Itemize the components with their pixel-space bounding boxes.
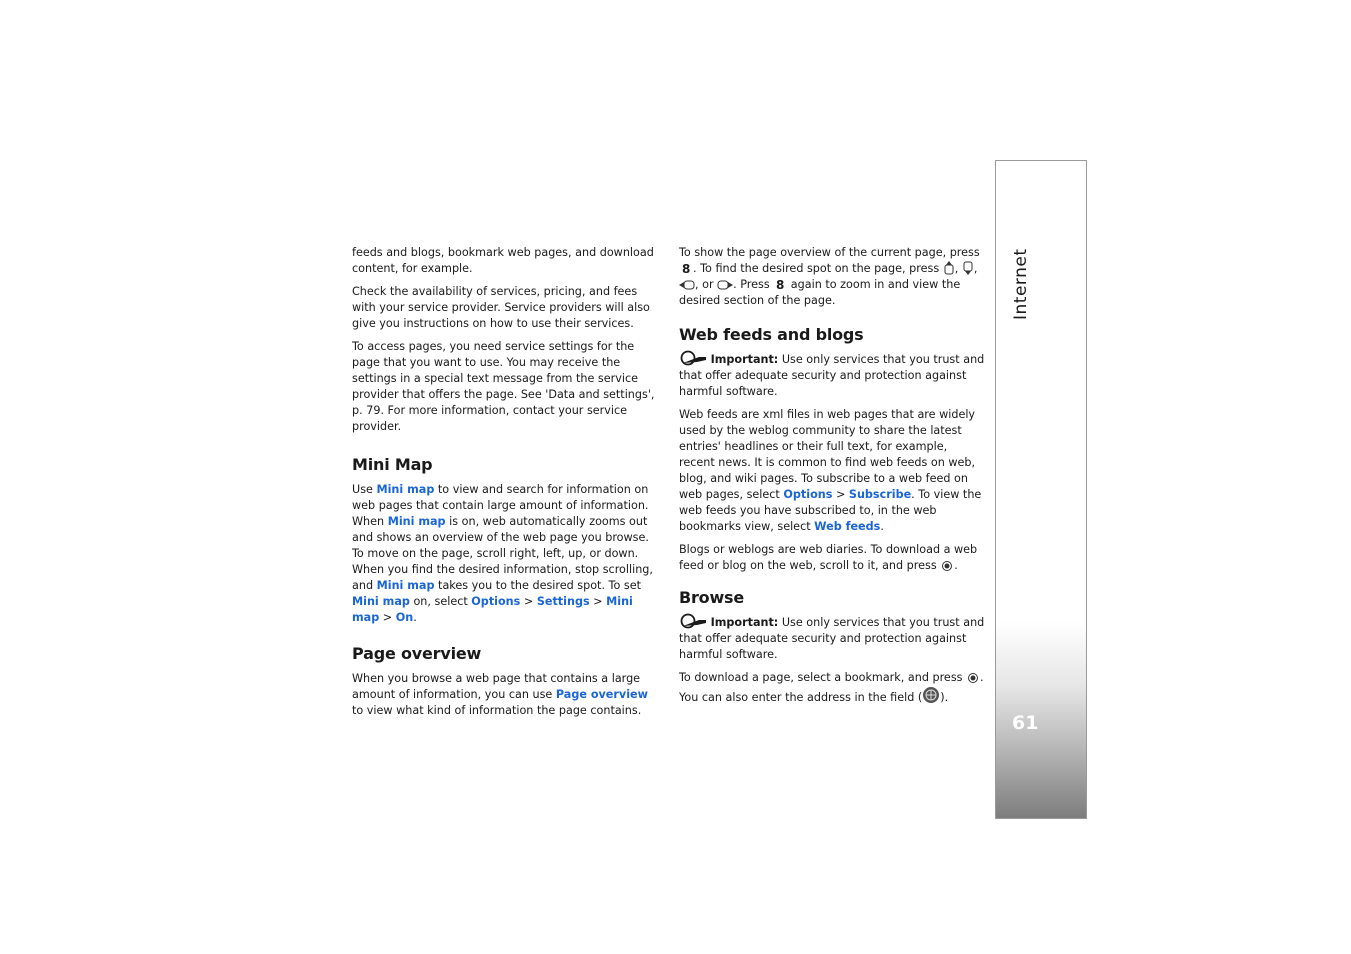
text: , — [954, 262, 962, 275]
text: When you browse a web page that contains a large amount of information, you can use — [352, 672, 641, 701]
page-overview-link[interactable]: Page overview — [555, 688, 648, 701]
browse-heading: Browse — [679, 588, 745, 607]
mini-map-heading: Mini Map — [352, 455, 433, 474]
page-number: 61 — [1012, 712, 1039, 734]
mini-map-link[interactable]: Mini map — [376, 579, 435, 592]
important-hand-icon — [679, 350, 707, 366]
address-field-icon — [922, 686, 940, 704]
text: to view what kind of information the page contains. — [352, 704, 642, 717]
intro-paragraph-1: feeds and blogs, bookmark web pages, and download content, for example. — [352, 246, 654, 275]
right-column — [679, 245, 985, 713]
mini-map-link[interactable]: Mini map — [352, 595, 410, 608]
page-overview-instructions — [679, 245, 985, 309]
text: . — [880, 520, 884, 533]
options-link[interactable]: Options — [783, 488, 833, 501]
text: Blogs or weblogs are web diaries. To download a web feed or blog on the web, scroll to it, and press — [679, 543, 978, 572]
mini-map-paragraph — [352, 482, 662, 626]
mini-map-link[interactable]: Mini map — [376, 483, 435, 496]
important-label: Important: — [710, 353, 779, 366]
text: To download a page, select a bookmark, and press — [679, 671, 967, 684]
subscribe-link[interactable]: Subscribe — [848, 488, 912, 501]
web-feeds-heading: Web feeds and blogs — [679, 325, 864, 344]
important-note-2 — [679, 613, 985, 663]
mini-map-link[interactable]: Mini map — [387, 515, 446, 528]
on-link[interactable]: On — [395, 611, 414, 624]
joystick-press-icon — [966, 670, 980, 684]
joystick-right-icon — [717, 279, 733, 291]
text: again to zoom in and view the desired section of the page. — [679, 278, 961, 307]
separator: > — [520, 595, 537, 608]
joystick-down-icon — [962, 261, 974, 275]
page-overview-heading: Page overview — [352, 644, 482, 663]
text: . To find the desired spot on the page, press — [693, 262, 943, 275]
text: to view and search for information on web pages that contain large amount of information. When — [352, 483, 649, 528]
left-column — [352, 245, 662, 726]
section-tab — [995, 160, 1087, 819]
web-feeds-link[interactable]: Web feeds — [814, 520, 881, 533]
text: takes you to the desired spot. To set — [434, 579, 641, 592]
intro-paragraph-2: Check the availability of services, pricing, and fees with your service provider. Service providers will also give you instructions on how to use their services. — [352, 285, 650, 330]
important-note-1 — [679, 350, 985, 400]
options-link[interactable]: Options — [471, 595, 521, 608]
web-feeds-paragraph — [679, 407, 985, 535]
joystick-up-icon — [943, 261, 955, 275]
intro-paragraph-3: To access pages, you need service settings for the page that you want to use. You may receive the settings in a special text message from the service provider that offers the page. See 'Data and settings', p. 79. For more information, contact your service provider. — [352, 340, 655, 433]
important-label: Important: — [710, 616, 779, 629]
important-hand-icon — [679, 613, 707, 629]
joystick-left-icon — [679, 279, 695, 291]
download-paragraph — [679, 670, 985, 706]
text: . You can also enter the address in the field ( — [679, 671, 984, 704]
separator: > — [589, 595, 607, 608]
separator: > — [832, 488, 849, 501]
text: Use only services that you trust and that offer adequate security and protection against harmful software. — [679, 353, 985, 398]
text: . — [413, 611, 417, 624]
key-8-icon — [679, 261, 693, 275]
text: , or — [695, 278, 718, 291]
blogs-paragraph — [679, 542, 985, 574]
separator: > — [379, 611, 396, 624]
svg-text:8: 8 — [682, 262, 691, 275]
text: Web feeds are xml files in web pages that are widely used by the weblog community to share the latest entries' headlines or their full text, for example, recent news. It is common to find web feeds on web, blog, and wiki pages. To subscribe to a web feed on web pages, select — [679, 408, 976, 501]
joystick-press-icon — [940, 558, 954, 572]
text: . To view the web feeds you have subscribed to, in the web bookmarks view, select — [679, 488, 982, 533]
text: . Press — [733, 278, 774, 291]
settings-link[interactable]: Settings — [536, 595, 590, 608]
page-overview-paragraph — [352, 671, 662, 719]
text: , — [973, 262, 978, 275]
text: Use only services that you trust and that offer adequate security and protection against harmful software. — [679, 616, 985, 661]
section-title: Internet — [1011, 248, 1031, 320]
text: ). — [940, 691, 949, 704]
key-8-icon — [773, 277, 787, 291]
svg-text:8: 8 — [776, 278, 785, 291]
mini-map-link[interactable]: Mini map — [352, 595, 633, 624]
text: Use — [352, 483, 377, 496]
text: . — [954, 559, 958, 572]
text: on, select — [409, 595, 472, 608]
text: is on, web automatically zooms out and shows an overview of the web page you browse. To move on the page, scroll right, left, up, or down. When you find the desired information, stop scrolling, and — [352, 515, 653, 592]
text: To show the page overview of the current page, press — [679, 246, 980, 259]
